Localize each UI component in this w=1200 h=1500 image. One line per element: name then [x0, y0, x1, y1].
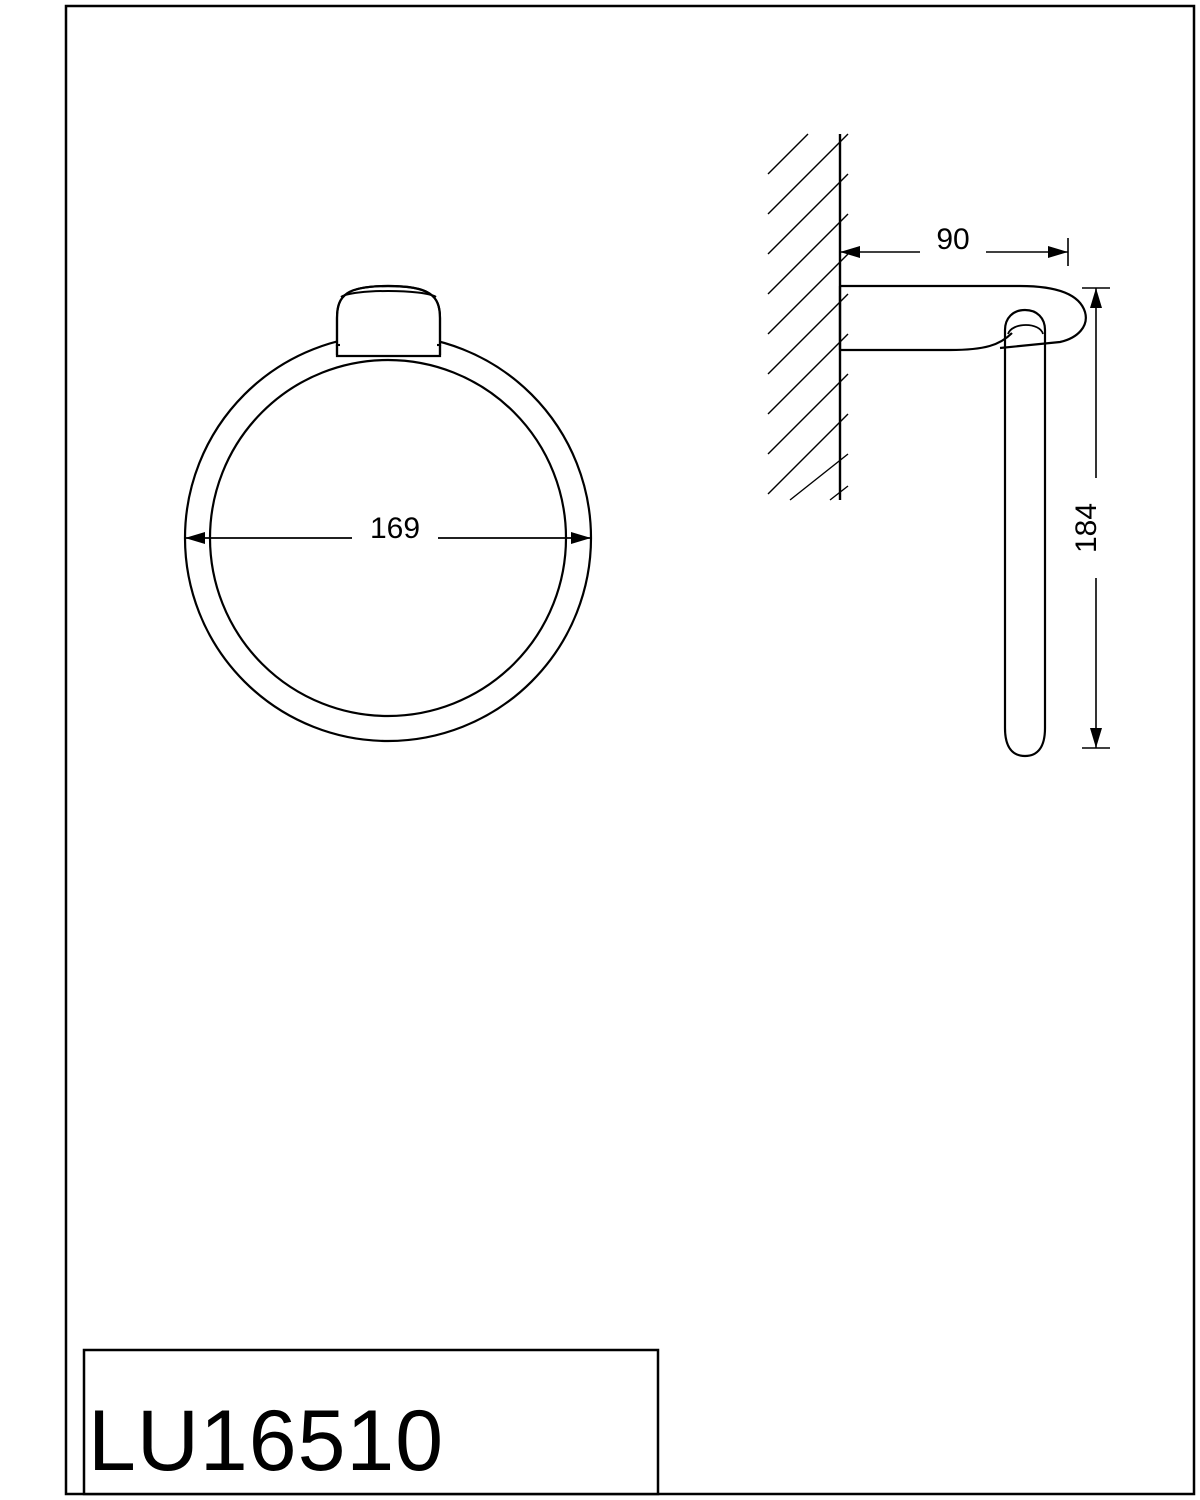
dimension-184-text: 184 [1070, 502, 1103, 554]
dimension-169-arrow-left [185, 532, 205, 544]
dimension-90-arrow-left [840, 246, 860, 258]
dimension-184-arrow-top [1090, 288, 1102, 308]
dimension-169 [185, 508, 591, 548]
dimension-184-arrow-bottom [1090, 728, 1102, 748]
wall-hatch [768, 134, 848, 500]
side-view [768, 134, 1116, 756]
dimension-90-text: 90 [936, 223, 970, 256]
ring-side-profile [1005, 310, 1045, 756]
part-number-text: LU16510 [88, 1393, 445, 1489]
bracket-profile-top [840, 286, 1086, 348]
dimension-90 [840, 222, 1068, 266]
dimension-184 [1070, 288, 1116, 748]
bracket-overlap-mask [340, 318, 437, 358]
dimension-169-text: 169 [369, 512, 421, 545]
sheet-border [66, 6, 1194, 1494]
dimension-90-arrow-right [1048, 246, 1068, 258]
dimension-169-arrow-right [571, 532, 591, 544]
bracket-profile-bottom [840, 333, 1012, 350]
front-view [185, 286, 591, 741]
title-block [84, 1350, 658, 1494]
ring-side-top-curve [1008, 325, 1043, 334]
